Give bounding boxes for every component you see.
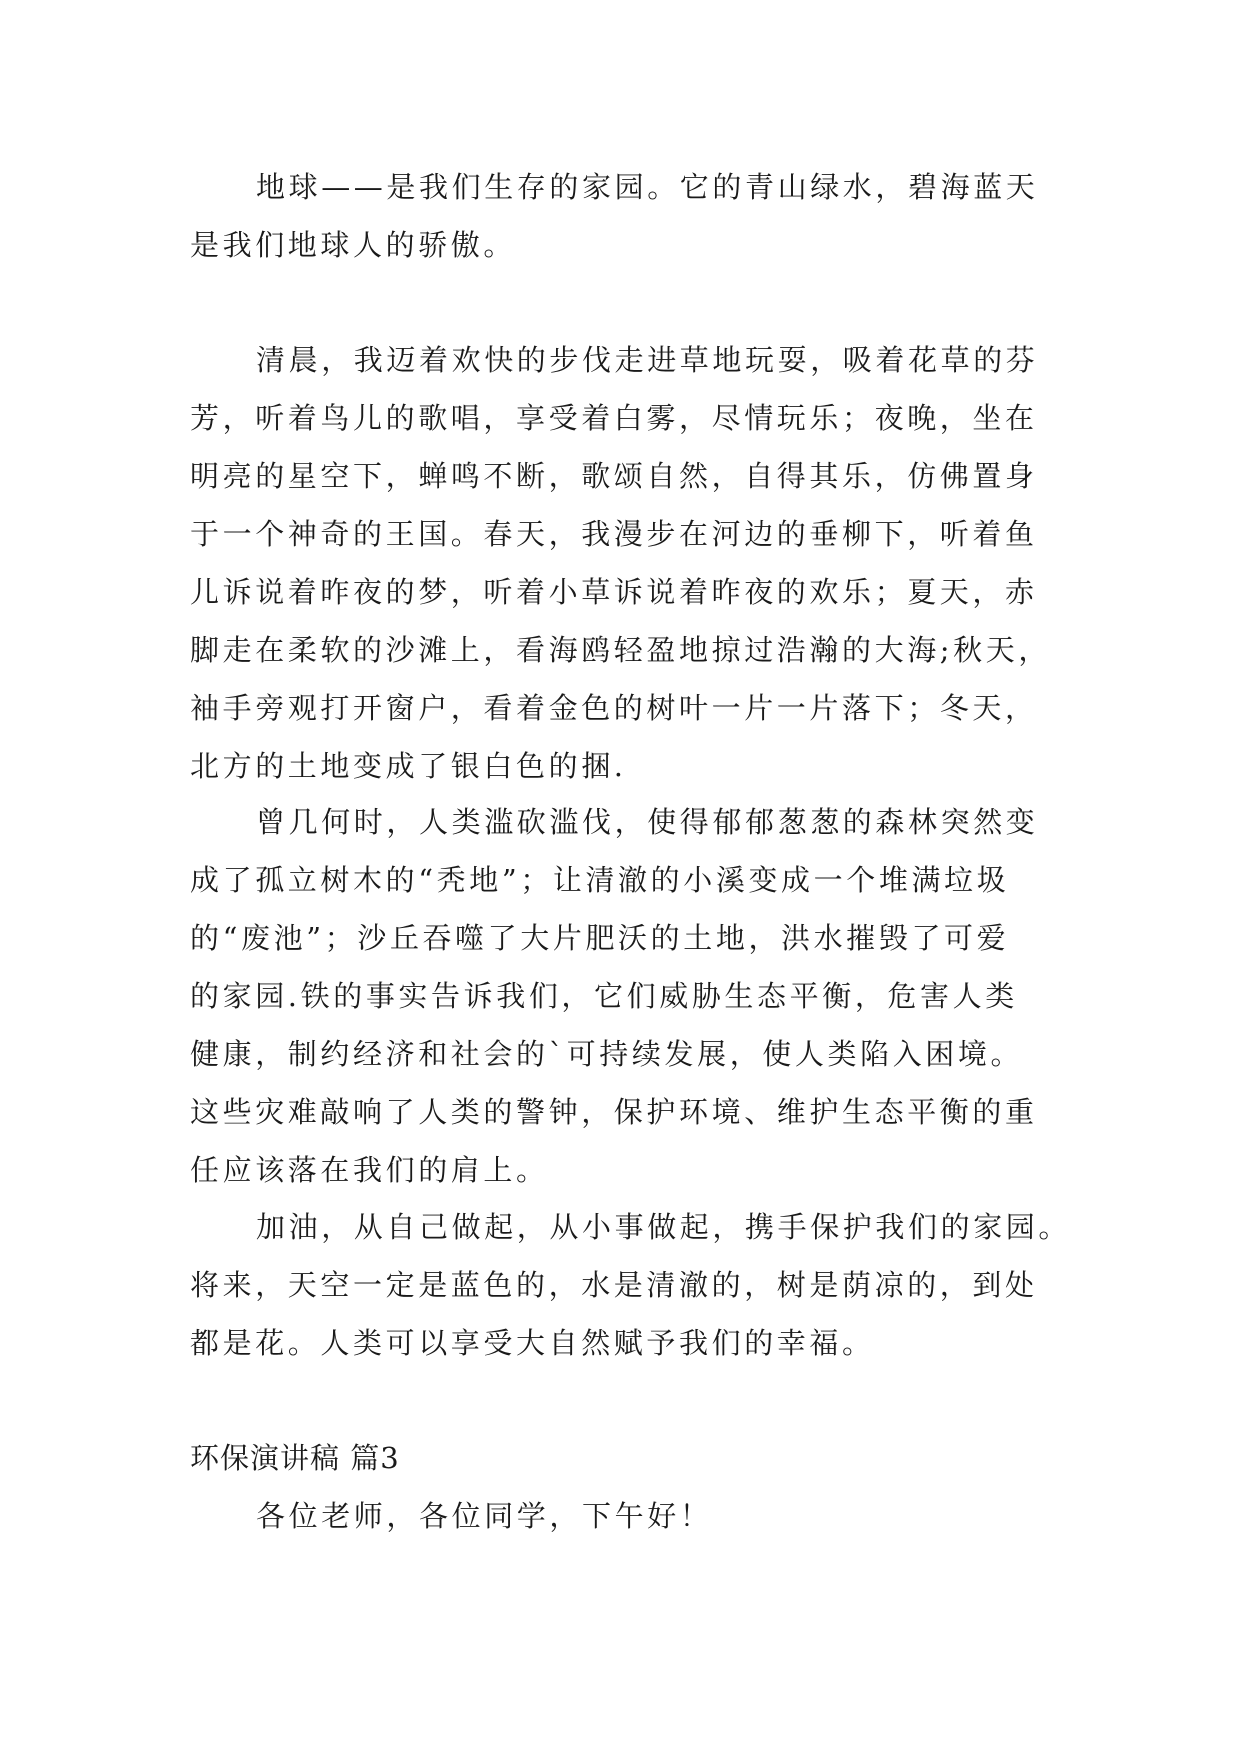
paragraph-call-to-action: 加油，从自己做起，从小事做起，携手保护我们的家园。 将来，天空一定是蓝色的，水是清澈的，树是荫凉的，到处 都是花。人类可以享受大自然赋予我们的幸福。 (190, 1210, 1072, 1360)
paragraph-earth-home: 地球——是我们生存的家园。它的青山绿水，碧海蓝天 是我们地球人的骄傲。 (190, 170, 1039, 262)
paragraph-greeting: 各位老师，各位同学，下午好！ (256, 1499, 713, 1533)
section-heading: 环保演讲稿 篇3 (190, 1441, 400, 1475)
paragraph-environmental-damage: 曾几何时，人类滥砍滥伐，使得郁郁葱葱的森林突然变 成了孤立树木的“秃地”；让清澈的小溪变成一个堆满垃圾 的“废池”；沙丘吞噬了大片肥沃的土地，洪水摧毁了可爱 的家园.铁的事实告诉我们，它们威胁生态平衡，危害人类 健康，制约经济和社会的`可持续发展，使人类陷入困境。 这些灾难敲响了人类的警钟，保护环境、维护生态平衡的重 任应该落在我们的肩上。 (190, 805, 1039, 1187)
paragraph-seasons: 清晨，我迈着欢快的步伐走进草地玩耍，吸着花草的芬 芳，听着鸟儿的歌唱，享受着白雾，尽情玩乐；夜晚，坐在 明亮的星空下，蝉鸣不断，歌颂自然，自得其乐，仿佛置身 于一个神奇的王国。春天，我漫步在河边的垂柳下，听着鱼 儿诉说着昨夜的梦，听着小草诉说着昨夜的欢乐；夏天，赤 脚走在柔软的沙滩上，看海鸥轻盈地掠过浩瀚的大海;秋天， 袖手旁观打开窗户，看着金色的树叶一片一片落下；冬天， 北方的土地变成了银白色的捆. (190, 343, 1051, 783)
